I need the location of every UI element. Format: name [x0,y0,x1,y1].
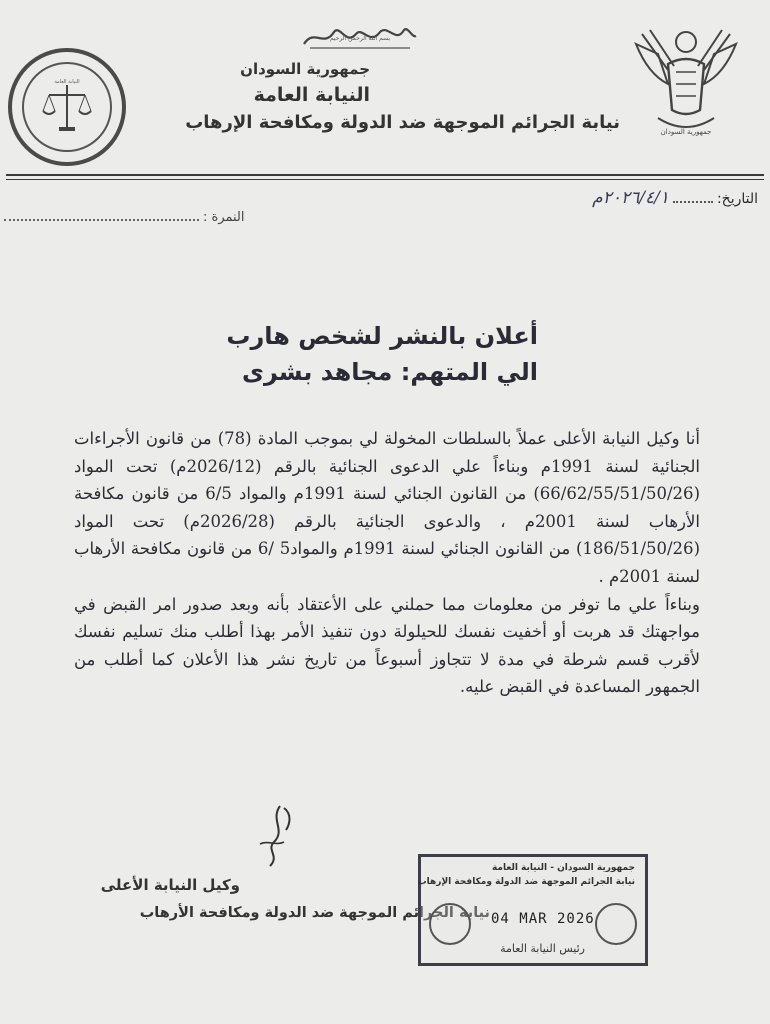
stamp-line-2: نيابة الجرائم الموجهة ضد الدولة ومكافحة الإرهاب [417,877,635,887]
stamp-seal-left-icon [429,903,471,945]
scales-of-justice-icon [37,77,97,137]
stamp-date: 04 MAR 2026 [491,911,595,927]
signatory-department: نيابة الجرائم الموجهة ضد الدولة ومكافحة الأرهاب [139,905,490,921]
stamp-line-1: جمهورية السودان - النيابة العامة [491,863,635,873]
date-field [592,188,758,208]
notice-title-line2: الي المتهم: مجاهد بشرى [241,358,538,386]
number-label: النمرة : [203,210,245,225]
number-field [4,210,245,225]
prosecution-seal-logo [8,48,126,166]
signatory-label: وكيل النيابة الأعلى [100,876,240,894]
stamp-seal-right-icon [595,903,637,945]
bismillah-calligraphy [300,18,420,54]
country-name: جمهورية السودان [240,60,370,78]
bismillah-text: بسم الله الرحمن الرحيم [329,35,391,42]
header-divider-thin [6,179,764,180]
body-paragraph-2: وبناءاً علي ما توفر من معلومات مما حملني على الأعتقاد بأنه وبعد صدور امر القبض في مواجهتك قد هربت أو أخفيت نفسك للحيلولة دون تنفيذ الأمر بهذا أطلب منك تسليم نفسك لأقرب قسم شرطة في مدة لا تتجاوز أسبوعاً من تاريخ نشر هذا الأعلان كما أطلب من الجمهور المساعدة في القبض عليه. [74,594,700,697]
official-date-stamp [418,854,648,966]
notice-title [226,318,538,390]
date-dots [673,201,713,203]
seal-left-text: النيابة العامة [54,79,80,85]
authority-name: النيابة العامة [253,84,370,106]
stamp-footer: رئيس النيابة العامة [500,942,585,955]
sudan-emblem-logo [628,14,744,144]
body-paragraph-1: أنا وكيل النيابة الأعلى عملاً بالسلطات المخولة لي بموجب المادة (78) من قانون الأجراءات الجنائية لسنة 1991م وبناءاً علي الدعوى الجنائية بالرقم (2026/12م) تحت المواد (66/62/55/51/50/26) من القانون الجنائي لسنة 1991م والمواد 6/5 من قانون مكافحة الأرهاب لسنة 2001م ، والدعوى الجنائية بالرقم (2026/28م) تحت المواد (186/51/50/26) من القانون الجنائي لسنة 1991م والمواد5 /6 من قانون مكافحة الأرهاب لسنة 2001م . [74,429,700,586]
handwritten-signature [240,800,310,870]
emblem-text: جمهورية السودان [660,128,712,136]
notice-title-line1: أعلان بالنشر لشخص هارب [226,322,538,350]
department-name: نيابة الجرائم الموجهة ضد الدولة ومكافحة الإرهاب [185,112,620,133]
date-value: ٢٠٢٦/٤/١م [592,188,669,208]
number-dots [4,219,199,221]
notice-body [74,425,700,701]
date-label: التاريخ: [716,191,758,207]
header-divider [6,174,764,176]
